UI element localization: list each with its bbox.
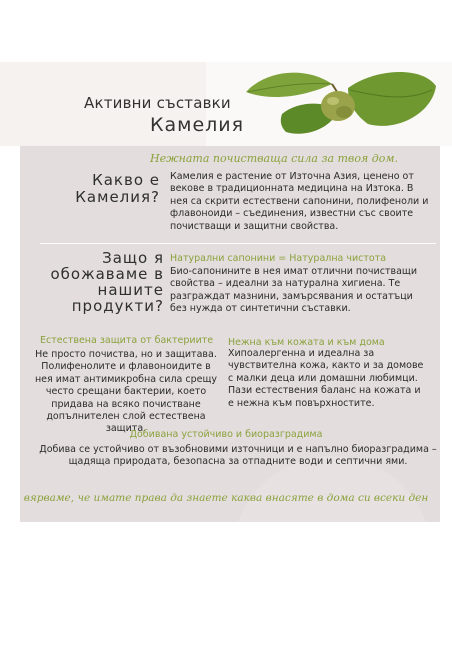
section1-text: Камелия е растение от Източна Азия, ценено от векове в традиционната медицина на Изтока. В нея са скрити естествени сапонини, полифеноли и флавоноиди – съединения, известни със своите почистващи и защитни свойства. [170,171,429,232]
section2-subheading: Натурални сапонини = Натурална чистота [170,253,387,264]
benefit-bottom-heading: Добивана устойчиво и биоразградима [129,429,323,440]
camellia-leaves-image [236,62,446,146]
tagline: Нежната почистваща сила за твоя дом. [150,152,398,165]
benefit-left-text: Не просто почиства, но и защитава. Полифенолите и флавоноидите в нея имат антимикробна сила срещу често срещани бактерии, което придава на всяко почистване допълнителен слой естествена защита. [34,349,218,435]
benefit-left-heading: Естествена защита от бактериите [40,335,214,346]
section1-heading: Какво е Камелия? [75,171,160,206]
camellia-fruit [321,91,355,121]
header-subtitle: Активни съставки [84,94,231,112]
section2-heading: Защо я обожаваме в нашите продукти? [50,249,164,315]
leaf-right [348,72,436,126]
watermark-shape [232,456,432,656]
header-title: Камелия [150,114,245,136]
benefit-right-heading: Нежна към кожата и към дома [228,337,385,348]
section-divider [40,243,436,244]
benefit-bottom-text: Добива се устойчиво от възобновими източници и е напълно биоразградима – щадяща природата, безопасна за отпадните води и септични ями. [39,444,437,468]
benefit-right-text: Хипоалергенна и идеална за чувствителна кожа, както и за домове с малки деца или домашни любимци. Пази естествения баланс на кожата и е нежна към повърхностите. [228,348,424,409]
section2-text: Био-сапонините в нея имат отлични почистващи свойства – идеални за натурална хигиена. Те разграждат мазнини, замърсявания и остатъци без нужда от синтетични съставки. [170,266,418,315]
footer-slogan: вярваме, че имате права да знаете каква внасяте в дома си всеки ден [23,492,429,504]
